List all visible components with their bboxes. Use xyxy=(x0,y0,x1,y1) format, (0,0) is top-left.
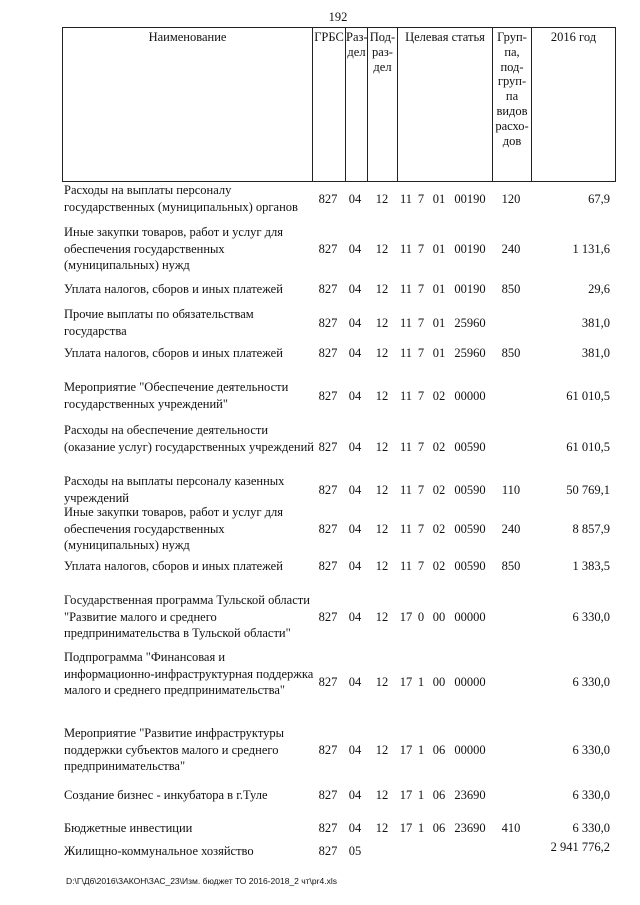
row-pr: 12 xyxy=(375,346,389,361)
row-t3: 00 xyxy=(432,675,446,689)
row-t1: 11 xyxy=(399,241,413,256)
row-t4: 00590 xyxy=(454,521,486,536)
row-name: Иные закупки товаров, работ и услуг для обеспечения государственных (муниципальных) нужд xyxy=(64,505,284,552)
row-amount: 381,0 xyxy=(581,315,610,330)
row-t2: 7 xyxy=(417,559,425,574)
row-rz: 04 xyxy=(348,241,362,256)
row-t3: 01 xyxy=(432,191,446,206)
table-row xyxy=(62,649,616,715)
row-name: Уплата налогов, сборов и иных платежей xyxy=(64,559,283,573)
row-t3: 02 xyxy=(432,482,446,497)
row-t4: 00190 xyxy=(454,191,486,206)
row-t2: 7 xyxy=(417,482,425,497)
row-t2: 1 xyxy=(417,821,425,836)
row-t2: 7 xyxy=(417,439,425,454)
row-name: Прочие выплаты по обязательствам государства xyxy=(64,307,254,338)
row-pr: 12 xyxy=(375,315,389,330)
row-grbs: 827 xyxy=(318,315,338,330)
row-vr: 240 xyxy=(501,521,521,536)
table-row xyxy=(62,504,616,554)
row-name: Расходы на выплаты персоналу казенных учреждений xyxy=(64,474,285,505)
row-pr: 12 xyxy=(375,388,389,403)
row-t3: 06 xyxy=(432,742,446,757)
row-amount: 67,9 xyxy=(588,191,610,206)
row-t4: 00190 xyxy=(454,282,486,297)
row-amount: 50 769,1 xyxy=(566,482,610,497)
row-amount: 1 131,6 xyxy=(572,241,610,256)
table-row xyxy=(62,306,616,339)
row-t1: 17 xyxy=(399,788,413,803)
row-t3: 01 xyxy=(432,282,446,297)
table-row xyxy=(62,224,616,274)
table-row xyxy=(62,592,616,642)
row-t1: 11 xyxy=(399,482,413,497)
row-t3: 06 xyxy=(432,788,446,803)
row-pr: 12 xyxy=(375,482,389,497)
row-t3: 02 xyxy=(432,559,446,574)
row-amount: 2 941 776,2 xyxy=(550,840,610,855)
row-grbs: 827 xyxy=(318,439,338,454)
header-group: Груп- па, под- груп- па видов расхо- дов xyxy=(492,28,531,181)
row-t4: 00590 xyxy=(454,482,486,497)
header-name: Наименование xyxy=(148,30,227,44)
row-vr: 850 xyxy=(501,282,521,297)
header-year: 2016 год xyxy=(531,28,615,181)
row-t3: 02 xyxy=(432,439,446,454)
row-rz: 04 xyxy=(348,742,362,757)
file-path: D:\Г\Д6\2016\ЗАКОН\ЗАС_23\Изм. бюджет ТО 2016-2018_2 чт\pr4.xls xyxy=(66,876,337,886)
row-t4: 00000 xyxy=(454,675,486,689)
row-grbs: 827 xyxy=(318,388,338,403)
row-rz: 04 xyxy=(348,788,362,803)
row-name: Иные закупки товаров, работ и услуг для обеспечения государственных (муниципальных) нужд xyxy=(64,225,284,272)
row-name: Мероприятие "Обеспечение деятельности государственных учреждений" xyxy=(64,380,289,411)
header-podrazdel: Под- раз- дел xyxy=(367,28,397,181)
row-t3: 00 xyxy=(432,609,446,624)
header-target: Целевая статья xyxy=(397,28,492,181)
row-grbs: 827 xyxy=(318,521,338,536)
row-t2: 1 xyxy=(417,788,425,803)
row-t4: 23690 xyxy=(454,788,486,803)
row-vr: 240 xyxy=(501,241,521,256)
row-t4: 25960 xyxy=(454,346,486,361)
row-grbs: 827 xyxy=(318,609,338,624)
row-pr: 12 xyxy=(375,191,389,206)
row-vr: 120 xyxy=(501,191,521,206)
table-row xyxy=(62,820,616,837)
table-row xyxy=(62,281,616,298)
row-grbs: 827 xyxy=(318,788,338,803)
row-name: Мероприятие "Развитие инфраструктуры поддержки субъектов малого и среднего предпринимательства" xyxy=(64,726,285,773)
row-amount: 1 383,5 xyxy=(572,559,610,574)
row-rz: 04 xyxy=(348,191,362,206)
row-rz: 04 xyxy=(348,821,362,836)
row-t1: 11 xyxy=(399,439,413,454)
row-pr: 12 xyxy=(375,241,389,256)
row-amount: 61 010,5 xyxy=(566,439,610,454)
row-pr: 12 xyxy=(375,439,389,454)
row-t2: 7 xyxy=(417,346,425,361)
row-name: Расходы на обеспечение деятельности (оказание услуг) государственных учреждений xyxy=(64,423,314,454)
row-t4: 00000 xyxy=(454,742,486,757)
row-name: Жилищно-коммунальное хозяйство xyxy=(64,844,254,858)
row-rz: 05 xyxy=(348,844,362,859)
row-t4: 00590 xyxy=(454,439,486,454)
row-t2: 7 xyxy=(417,241,425,256)
row-pr: 12 xyxy=(375,521,389,536)
row-t4: 00190 xyxy=(454,241,486,256)
row-pr: 12 xyxy=(375,559,389,574)
row-amount: 381,0 xyxy=(581,346,610,361)
row-t3: 02 xyxy=(432,388,446,403)
table-row xyxy=(62,840,616,860)
row-vr: 110 xyxy=(501,482,521,497)
row-t2: 1 xyxy=(417,675,425,689)
row-t2: 1 xyxy=(417,742,425,757)
row-t3: 01 xyxy=(432,315,446,330)
row-grbs: 827 xyxy=(318,844,338,859)
row-amount: 6 330,0 xyxy=(572,788,610,803)
table-header xyxy=(62,27,616,182)
row-amount: 6 330,0 xyxy=(572,609,610,624)
row-grbs: 827 xyxy=(318,675,338,689)
row-rz: 04 xyxy=(348,315,362,330)
table-row xyxy=(62,422,616,472)
row-grbs: 827 xyxy=(318,346,338,361)
row-t4: 00590 xyxy=(454,559,486,574)
row-pr: 12 xyxy=(375,742,389,757)
row-t2: 0 xyxy=(417,609,425,624)
row-grbs: 827 xyxy=(318,742,338,757)
row-rz: 04 xyxy=(348,675,362,689)
row-vr: 850 xyxy=(501,346,521,361)
row-t3: 01 xyxy=(432,346,446,361)
row-name: Бюджетные инвестиции xyxy=(64,821,193,835)
table-row xyxy=(62,787,616,804)
table-row xyxy=(62,558,616,575)
row-rz: 04 xyxy=(348,346,362,361)
row-rz: 04 xyxy=(348,282,362,297)
row-t1: 11 xyxy=(399,388,413,403)
row-name: Уплата налогов, сборов и иных платежей xyxy=(64,282,283,296)
row-name: Подпрограмма "Финансовая и информационно-инфраструктурная поддержка малого и среднего предпринимательства" xyxy=(64,650,314,697)
row-t1: 11 xyxy=(399,521,413,536)
row-t3: 02 xyxy=(432,521,446,536)
row-pr: 12 xyxy=(375,788,389,803)
row-grbs: 827 xyxy=(318,821,338,836)
row-pr: 12 xyxy=(375,282,389,297)
row-t2: 7 xyxy=(417,282,425,297)
row-vr: 850 xyxy=(501,559,521,574)
table-row xyxy=(62,345,616,362)
row-pr: 12 xyxy=(375,609,389,624)
row-t3: 01 xyxy=(432,241,446,256)
row-name: Расходы на выплаты персоналу государственных (муниципальных) органов xyxy=(64,183,298,214)
row-rz: 04 xyxy=(348,521,362,536)
row-grbs: 827 xyxy=(318,191,338,206)
row-t4: 00000 xyxy=(454,388,486,403)
row-t2: 7 xyxy=(417,315,425,330)
row-t1: 11 xyxy=(399,559,413,574)
row-rz: 04 xyxy=(348,388,362,403)
row-t3: 06 xyxy=(432,821,446,836)
row-t4: 00000 xyxy=(454,609,486,624)
row-rz: 04 xyxy=(348,482,362,497)
budget-table xyxy=(62,27,616,859)
row-amount: 8 857,9 xyxy=(572,521,610,536)
row-grbs: 827 xyxy=(318,482,338,497)
row-name: Создание бизнес - инкубатора в г.Туле xyxy=(64,788,268,802)
row-amount: 61 010,5 xyxy=(566,388,610,403)
row-t4: 25960 xyxy=(454,315,486,330)
row-grbs: 827 xyxy=(318,282,338,297)
header-grbs: ГРБС xyxy=(312,28,345,181)
page-number: 192 xyxy=(328,10,348,24)
row-t1: 17 xyxy=(399,742,413,757)
row-t2: 7 xyxy=(417,521,425,536)
row-amount: 6 330,0 xyxy=(572,742,610,757)
row-t1: 17 xyxy=(399,821,413,836)
row-t1: 17 xyxy=(399,609,413,624)
row-name: Уплата налогов, сборов и иных платежей xyxy=(64,346,283,360)
row-t2: 7 xyxy=(417,388,425,403)
row-amount: 6 330,0 xyxy=(572,675,610,689)
row-amount: 29,6 xyxy=(588,282,610,297)
row-grbs: 827 xyxy=(318,559,338,574)
row-pr: 12 xyxy=(375,821,389,836)
row-rz: 04 xyxy=(348,559,362,574)
table-row xyxy=(62,473,616,506)
row-vr: 410 xyxy=(501,821,521,836)
row-pr: 12 xyxy=(375,675,389,689)
row-t1: 11 xyxy=(399,315,413,330)
row-rz: 04 xyxy=(348,439,362,454)
row-t1: 11 xyxy=(399,282,413,297)
row-amount: 6 330,0 xyxy=(572,821,610,836)
row-rz: 04 xyxy=(348,609,362,624)
header-razdel: Раз- дел xyxy=(345,28,367,181)
row-t1: 11 xyxy=(399,346,413,361)
row-t2: 7 xyxy=(417,191,425,206)
table-row xyxy=(62,182,616,215)
row-t1: 11 xyxy=(399,191,413,206)
table-row xyxy=(62,379,616,412)
table-row xyxy=(62,725,616,775)
row-name: Государственная программа Тульской области "Развитие малого и среднего предпринимательства в Тульской области" xyxy=(64,593,310,640)
row-t1: 17 xyxy=(399,675,413,689)
row-grbs: 827 xyxy=(318,241,338,256)
row-t4: 23690 xyxy=(454,821,486,836)
